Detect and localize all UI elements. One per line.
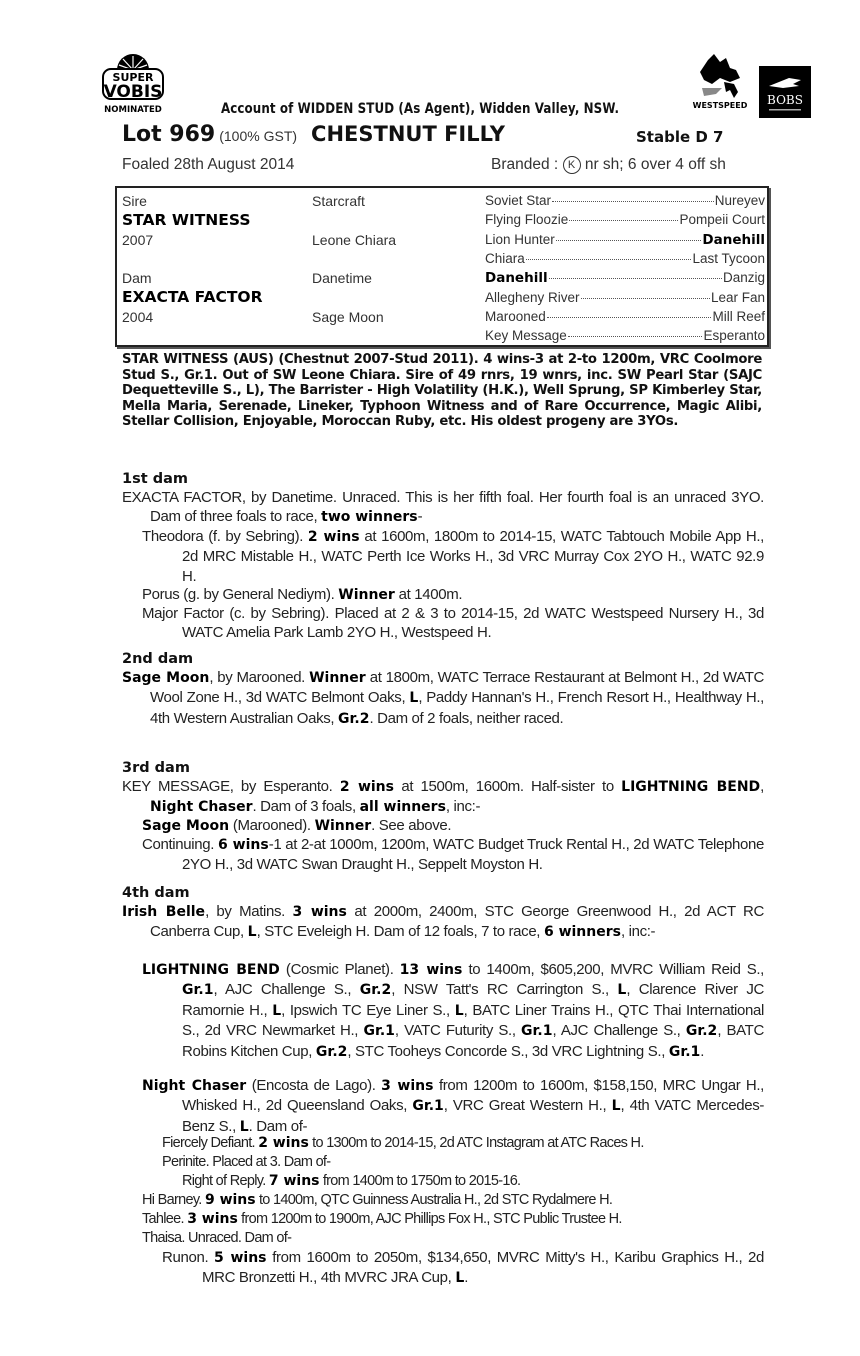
lot-number: Lot 969 xyxy=(122,122,216,147)
progeny-fiercely-defiant: Fiercely Defiant. 2 wins to 1300m to 2014-15, 2d ATC Instagram at ATC Races H. xyxy=(162,1135,644,1151)
great-grandparent-row: Flying Floozie Pompeii Court xyxy=(485,212,765,227)
heading-4th-dam: 4th dam xyxy=(122,885,190,901)
progeny-perinite: Perinite. Placed at 3. Dam of- xyxy=(162,1154,331,1170)
lot-title-line xyxy=(122,122,505,147)
dam1-foal-theodora: Theodora (f. by Sebring). 2 wins at 1600m, 1800m to 2014-15, WATC Tabtouch Mobile App H., 2d MRC Mistable H., WATC Perth Ice Works H., 3d VRC Murray Cox 2YO H., WATC 92.9 H. xyxy=(142,528,764,585)
dam4-record: Irish Belle, by Matins. 3 wins at 2000m, 2400m, STC George Greenwood H., 2d ACT RC Canberra Cup, L, STC Eveleigh H. Dam of 12 foals, 7 to race, 6 winners, inc:- xyxy=(122,903,764,941)
sire-label: Sire xyxy=(122,193,147,209)
great-grandparent-row: Marooned Mill Reef xyxy=(485,309,765,324)
brand-description xyxy=(491,156,726,174)
great-grandparent-row: Key Message Esperanto xyxy=(485,328,765,343)
dam-name: EXACTA FACTOR xyxy=(122,288,263,306)
heading-3rd-dam: 3rd dam xyxy=(122,760,190,776)
brand-k-icon: K xyxy=(563,156,581,174)
granddam-maternal: Sage Moon xyxy=(312,309,384,325)
dam-year: 2004 xyxy=(122,309,154,325)
great-grandparent-row: Soviet Star Nureyev xyxy=(485,193,765,208)
dam1-foal-major-factor: Major Factor (c. by Sebring). Placed at 2 & 3 to 2014-15, 2d WATC Westspeed Nursery H., 3d WATC Amelia Park Lamb 2YO H., Westspeed H. xyxy=(142,605,764,642)
dam3-foal-sage-moon: Sage Moon (Marooned). Winner. See above. xyxy=(142,817,452,834)
svg-text:NOMINATED: NOMINATED xyxy=(104,105,162,115)
svg-text:BOBS: BOBS xyxy=(767,93,803,107)
dam4-foal-thaisa: Thaisa. Unraced. Dam of- xyxy=(142,1230,292,1246)
vendor-account: Account of WIDDEN STUD (As Agent), Widden Valley, NSW. xyxy=(221,101,620,117)
dam4-foal-lightning-bend: LIGHTNING BEND (Cosmic Planet). 13 wins to 1400m, $605,200, MVRC William Reid S., Gr.1, AJC Challenge S., Gr.2, NSW Tatt's RC Carrington S., L, Clarence River JC Ramornie H., L, Ipswich TC Eye Liner S., L, BATC Liner Trains H., QTC Thai International S., 2d VRC Newmarket H., Gr.1, VATC Futurity S., Gr.1, AJC Challenge S., Gr.2, BATC Robins Kitchen Cup, Gr.2, STC Tooheys Concorde S., 3d VRC Lightning S., Gr.1. xyxy=(142,961,764,1060)
pedigree-table xyxy=(115,186,769,347)
svg-text:SUPER: SUPER xyxy=(112,71,154,84)
great-grandparent-row: Chiara Last Tycoon xyxy=(485,251,765,266)
brand-marks: nr sh; 6 over 4 off sh xyxy=(584,156,726,173)
grandsire-paternal: Starcraft xyxy=(312,193,365,209)
svg-text:VOBIS: VOBIS xyxy=(103,82,163,102)
heading-2nd-dam: 2nd dam xyxy=(122,651,194,667)
svg-text:WESTSPEED: WESTSPEED xyxy=(692,101,748,110)
sire-summary: STAR WITNESS (AUS) (Chestnut 2007-Stud 2011). 4 wins-3 at 2-to 1200m, VRC Coolmore Stud S., Gr.1. Out of SW Leone Chiara. Sire of 49 rnrs, 19 wnrs, inc. SW Pearl Star (SAJC Dequetteville S., L), The Barrister - High Volatility (H.K.), Well Sprung, SP Kimberley Star, Mella Maria, Serenade, Lineker, Typhoon Witness and of Rare Occurrence, Magic Alibi, Stellar Collision, Enjoyable, Moroccan Ruby, etc. His oldest progeny are 3YOs. xyxy=(122,352,762,429)
dam1-foal-porus: Porus (g. by General Nediym). Winner at 1400m. xyxy=(142,586,463,603)
dam3-record: KEY MESSAGE, by Esperanto. 2 wins at 1500m, 1600m. Half-sister to LIGHTNING BEND, Night Chaser. Dam of 3 foals, all winners, inc:- xyxy=(122,778,764,816)
dam4-foal-hi-barney: Hi Barney. 9 wins to 1400m, QTC Guinness Australia H., 2d STC Rydalmere H. xyxy=(142,1192,613,1208)
gst-note: (100% GST) xyxy=(219,128,298,144)
great-grandparent-row: Lion Hunter Danehill xyxy=(485,232,765,248)
great-grandparent-row: Danehill Danzig xyxy=(485,270,765,286)
horse-description: CHESTNUT FILLY xyxy=(311,122,505,146)
sire-year: 2007 xyxy=(122,232,154,248)
dam1-intro: EXACTA FACTOR, by Danetime. Unraced. This is her fifth foal. Her fourth foal is an unraced 3YO. Dam of three foals to race, two winners- xyxy=(122,489,764,526)
grandsire-maternal: Danetime xyxy=(312,270,372,286)
heading-1st-dam: 1st dam xyxy=(122,471,188,487)
granddam-paternal: Leone Chiara xyxy=(312,232,397,248)
dam4-foal-tahlee: Tahlee. 3 wins from 1200m to 1900m, AJC Phillips Fox H., STC Public Trustee H. xyxy=(142,1211,622,1227)
westspeed-logo xyxy=(690,52,750,110)
stable-location: Stable D 7 xyxy=(636,128,724,146)
progeny-runon: Runon. 5 wins from 1600m to 2050m, $134,650, MVRC Mitty's H., Karibu Graphics H., 2d MRC Bronzetti H., 4th MVRC JRA Cup, L. xyxy=(162,1249,764,1287)
branded-label: Branded : xyxy=(491,156,559,173)
dam2-record: Sage Moon, by Marooned. Winner at 1800m, WATC Terrace Restaurant at Belmont H., 2d WATC Wool Zone H., 3d WATC Belmont Oaks, L, Paddy Hannan's H., French Resort H., Healthway H., 4th Western Australian Oaks, Gr.2. Dam of 2 foals, neither raced. xyxy=(122,669,764,727)
dam4-foal-night-chaser: Night Chaser (Encosta de Lago). 3 wins from 1200m to 1600m, $158,150, MRC Ungar H., Whisked H., 2d Queensland Oaks, Gr.1, VRC Great Western H., L, 4th VATC Mercedes-Benz S., L. Dam of- xyxy=(142,1077,764,1135)
progeny-right-of-reply: Right of Reply. 7 wins from 1400m to 1750m to 2015-16. xyxy=(182,1173,521,1189)
sire-name: STAR WITNESS xyxy=(122,211,251,229)
dam3-foal-continuing: Continuing. 6 wins-1 at 2-at 1000m, 1200m, WATC Budget Truck Rental H., 2d WATC Telephone 2YO H., 3d WATC Swan Draught H., Seppelt Moyston H. xyxy=(142,836,764,874)
super-vobis-nominated-logo xyxy=(95,52,171,116)
bobs-logo xyxy=(759,66,811,118)
foaled-date: Foaled 28th August 2014 xyxy=(122,156,295,173)
great-grandparent-row: Allegheny River Lear Fan xyxy=(485,290,765,305)
dam-label: Dam xyxy=(122,270,152,286)
